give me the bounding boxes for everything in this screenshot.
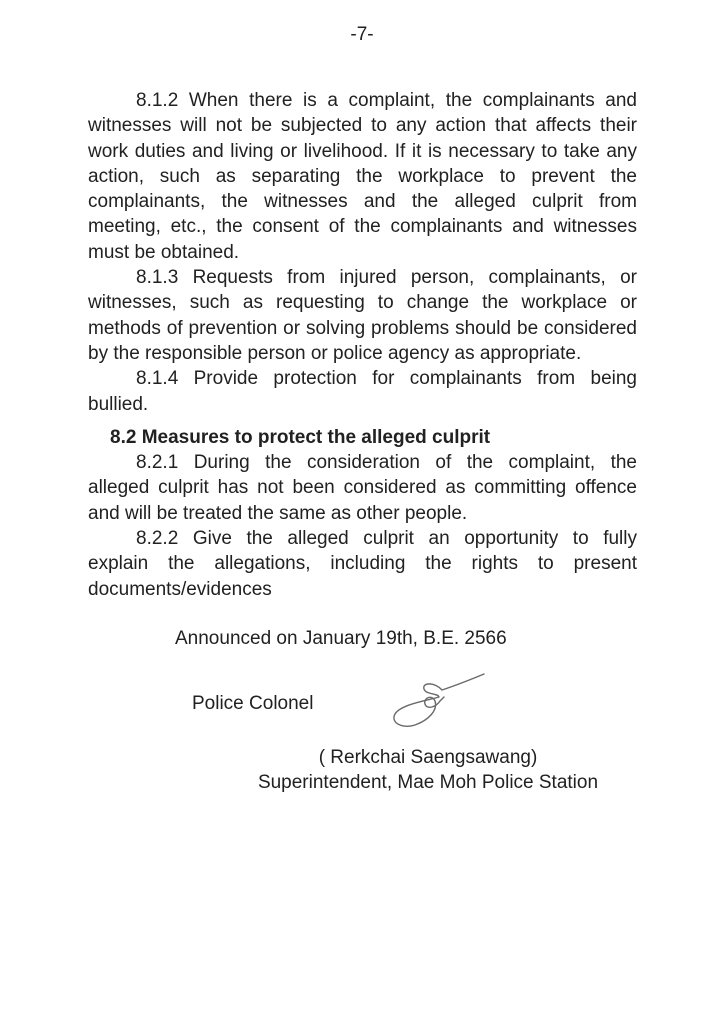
- text-line: witnesses will not be subjected to any action that affects their: [88, 115, 637, 137]
- paragraph-8-2-1: [88, 450, 637, 526]
- text-line: explain the allegations, including the rights to present: [88, 553, 637, 575]
- signatory-rank: Police Colonel: [192, 692, 314, 714]
- page-number: -7-: [350, 24, 374, 45]
- document-body: [0, 88, 724, 602]
- paragraph-8-1-2: [88, 88, 637, 265]
- signature-stroke: [394, 674, 484, 726]
- heading-8-2: [110, 425, 637, 450]
- text-line: by the responsible person or police agency as appropriate.: [88, 342, 582, 364]
- text-line: bullied.: [88, 393, 149, 415]
- text-line: complainants, the witnesses and the alleged culprit from: [88, 191, 637, 213]
- signatory-block: [248, 745, 608, 796]
- paragraph-8-1-4: [88, 366, 637, 417]
- signature-icon: [388, 669, 498, 731]
- text-line: 8.1.4 Provide protection for complainants from being: [136, 368, 637, 390]
- signature-row: [192, 691, 724, 716]
- signatory-name: ( Rerkchai Saengsawang): [318, 746, 538, 768]
- text-line: witnesses, such as requesting to change the workplace or: [88, 292, 637, 314]
- text-line: work duties and living or livelihood. If it is necessary to take any: [88, 140, 637, 162]
- text-line: meeting, etc., the consent of the complainants and witnesses: [88, 216, 637, 238]
- text-line: action, such as separating the workplace to prevent the: [88, 165, 637, 187]
- text-line: 8.1.2 When there is a complaint, the complainants and: [136, 90, 637, 111]
- text-line: and will be treated the same as other people.: [88, 502, 468, 524]
- text-line: 8.2.1 During the consideration of the complaint, the: [136, 452, 637, 474]
- paragraph-8-1-3: [88, 265, 637, 366]
- text-line: must be obtained.: [88, 241, 240, 263]
- paragraph-8-2-2: [88, 526, 637, 602]
- text-line: 8.2 Measures to protect the alleged culprit: [110, 426, 491, 448]
- signatory-title: Superintendent, Mae Moh Police Station: [257, 772, 599, 794]
- text-line: documents/evidences: [88, 578, 272, 600]
- text-line: 8.1.3 Requests from injured person, complainants, or: [136, 267, 637, 289]
- text-line: alleged culprit has not been considered as committing offence: [88, 477, 637, 499]
- announcement-line: Announced on January 19th, B.E. 2566: [175, 627, 507, 649]
- text-line: methods of prevention or solving problems should be considered: [88, 317, 637, 339]
- text-line: 8.2.2 Give the alleged culprit an opportunity to fully: [136, 528, 637, 550]
